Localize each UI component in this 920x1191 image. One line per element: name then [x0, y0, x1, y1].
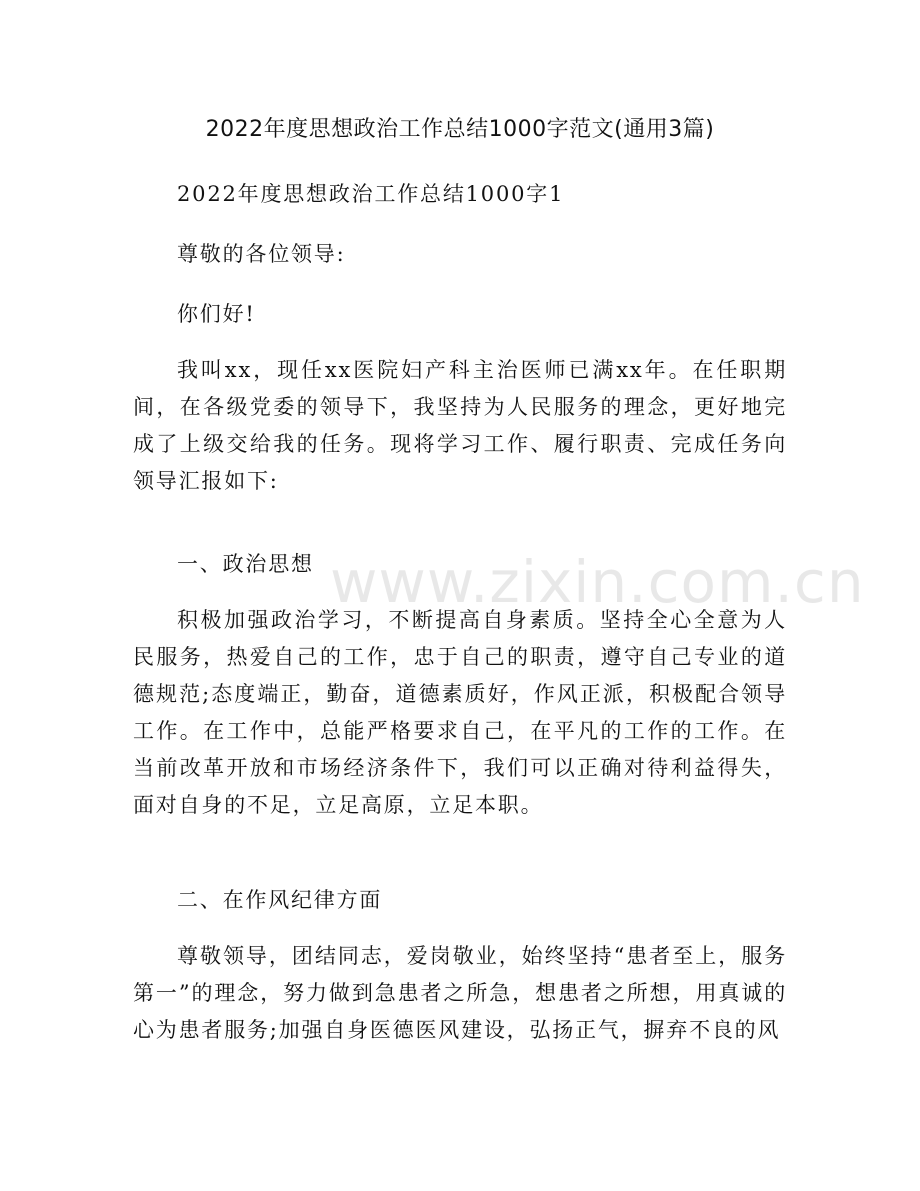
section-2-heading: 二、在作风纪律方面	[177, 888, 383, 912]
section-1-body: 积极加强政治学习，不断提高自身素质。坚持全心全意为人民服务，热爱自己的工作，忠于自己的职责，遵守自己专业的道德规范;态度端正，勤奋，道德素质好，作风正派，积极配合领导工作。在工作中，总能严格要求自己，在平凡的工作的工作。在当前改革开放和市场经济条件下，我们可以正确对待利益得失，面对自身的不足，立足高原，立足本职。	[133, 608, 787, 817]
document-title: 2022年度思想政治工作总结1000字范文(通用3篇)	[205, 117, 715, 142]
section-2-body: 尊敬领导，团结同志，爱岗敬业，始终坚持“患者至上，服务第一”的理念，努力做到急患者之所急，想患者之所想，用真诚的心为患者服务;加强自身医德医风建设，弘扬正气，摒弃不良的风	[133, 944, 787, 1042]
hello-line: 你们好!	[177, 302, 256, 326]
greeting: 尊敬的各位领导:	[177, 242, 346, 266]
watermark: www.zixin.com.cn	[330, 548, 865, 616]
intro-paragraph: 我叫xx，现任xx医院妇产科主治医师已满xx年。在任职期间，在各级党委的领导下，我坚持为人民服务的理念，更好地完成了上级交给我的任务。现将学习工作、履行职责、完成任务向领导汇报如下:	[133, 358, 787, 493]
document-subtitle: 2022年度思想政治工作总结1000字1	[177, 182, 565, 206]
section-1-heading: 一、政治思想	[177, 552, 314, 576]
